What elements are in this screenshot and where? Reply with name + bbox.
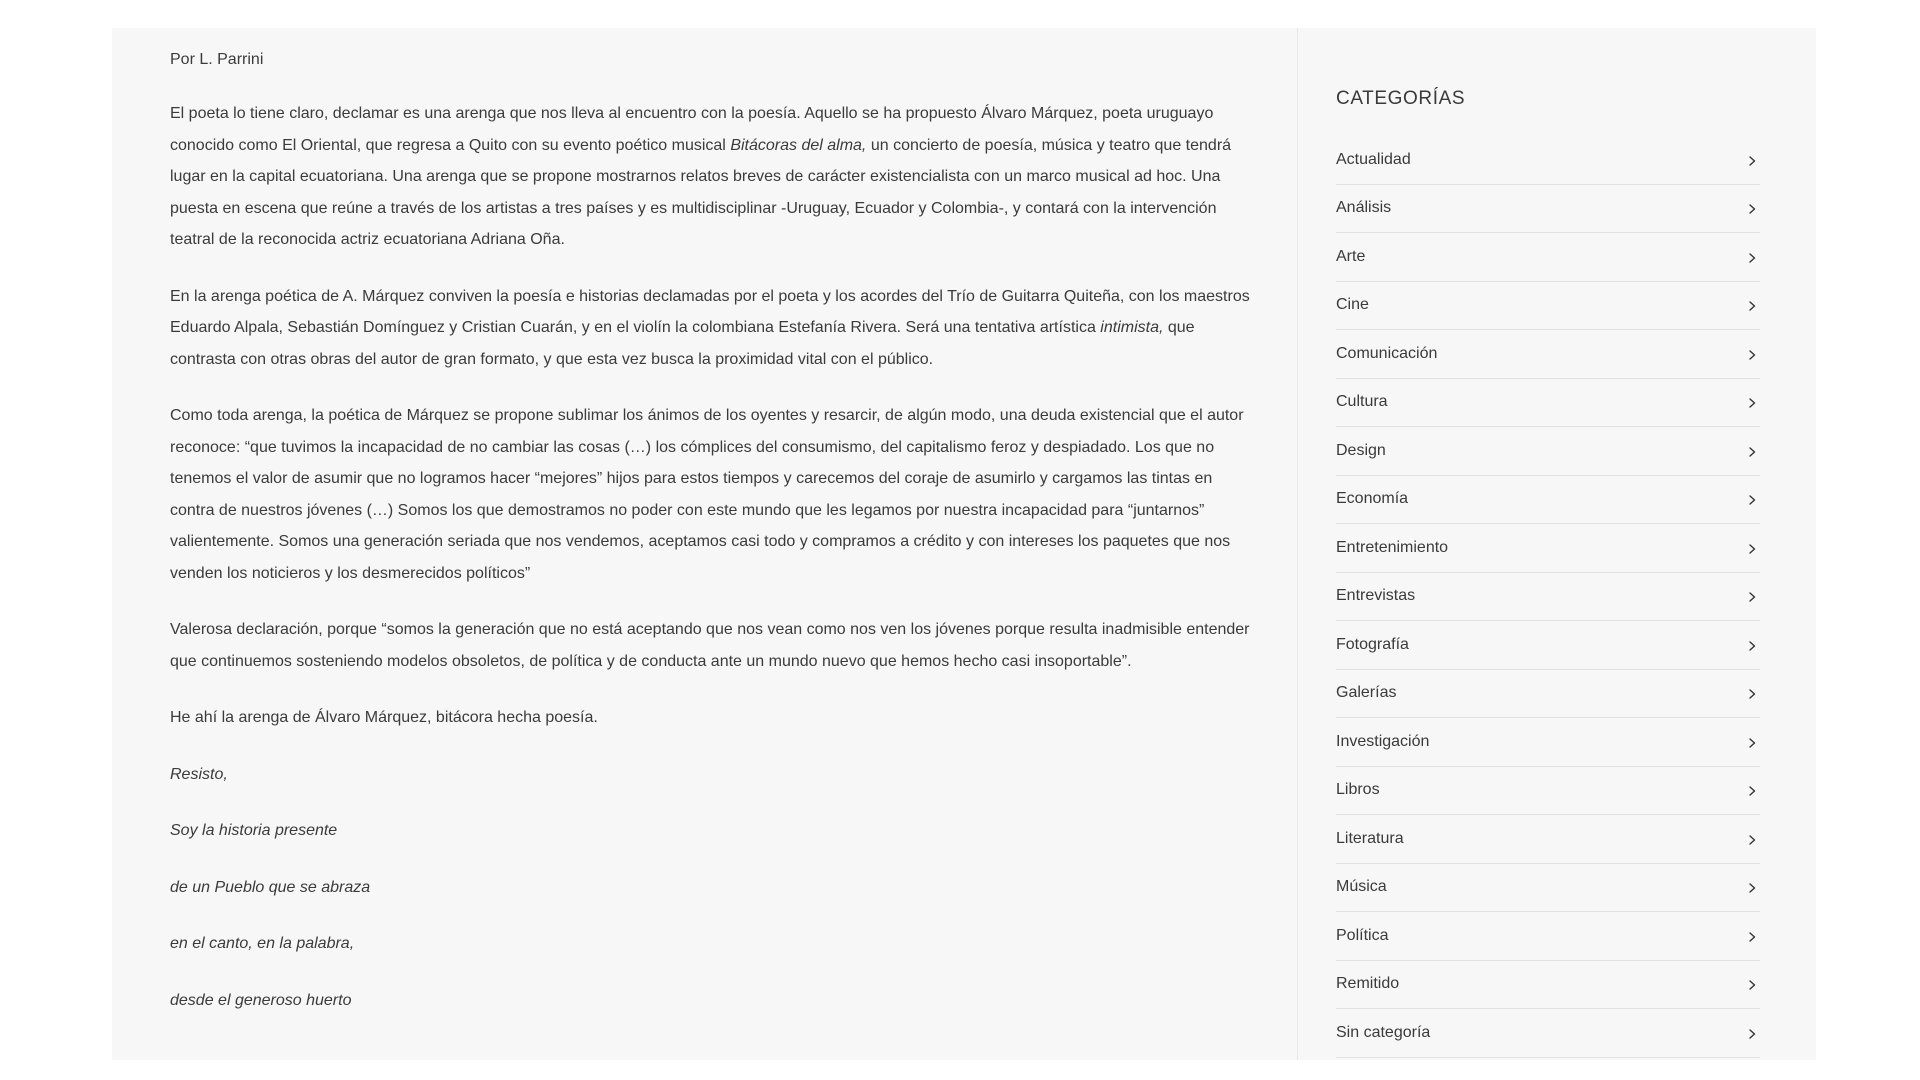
category-label: Arte <box>1336 247 1366 265</box>
sidebar <box>1298 28 1816 1060</box>
chevron-right-icon <box>1746 978 1758 990</box>
article-paragraph-5: He ahí la arenga de Álvaro Márquez, bitácora hecha poesía. <box>170 709 598 726</box>
chevron-right-icon <box>1746 833 1758 845</box>
poem-verse: en el canto, en la palabra, <box>170 935 355 952</box>
chevron-right-icon <box>1746 784 1758 796</box>
category-label: Análisis <box>1336 199 1392 217</box>
poem-verse: Resisto, <box>170 765 228 783</box>
chevron-right-icon <box>1746 542 1758 554</box>
chevron-right-icon <box>1746 299 1758 311</box>
chevron-right-icon <box>1746 930 1758 942</box>
article-paragraph-4: Valerosa declaración, porque “somos la generación que no está aceptando que nos vean como nos ven los jóvenes porque resulta inadmisible entender que continuemos sosteniendo modelos obsoletos, de política y de conducta ante un mundo nuevo que hemos hecho casi insoportable”. <box>170 621 1250 670</box>
chevron-right-icon <box>1746 202 1758 214</box>
category-link-fotografia[interactable] <box>1336 621 1760 670</box>
emphasis-italic: intimista, <box>1100 319 1164 336</box>
poem-verse: Soy la historia presente <box>170 822 338 839</box>
category-label: Cine <box>1336 296 1369 314</box>
category-label: Libros <box>1336 781 1380 799</box>
category-link-sin-categoria[interactable] <box>1336 1009 1760 1058</box>
page-container <box>112 28 1816 1060</box>
paragraph-text: que contrasta con otras obras del autor de gran formato, y que esta vez busca la proximidad vital con el público. <box>170 319 1195 368</box>
category-link-cultura[interactable] <box>1336 379 1760 428</box>
category-label: Comunicación <box>1336 344 1438 362</box>
category-label: Investigación <box>1336 732 1430 750</box>
category-link-remitido[interactable] <box>1336 961 1760 1010</box>
category-label: Fotografía <box>1336 635 1409 653</box>
chevron-right-icon <box>1746 687 1758 699</box>
categories-list <box>1336 136 1760 1058</box>
chevron-right-icon <box>1746 881 1758 893</box>
category-link-cine[interactable] <box>1336 282 1760 331</box>
article-paragraph-1 <box>170 98 1257 256</box>
category-label: Design <box>1336 441 1386 459</box>
work-title-italic: Bitácoras del alma, <box>730 136 867 154</box>
category-link-comunicacion[interactable] <box>1336 330 1760 379</box>
article-content <box>112 28 1298 1060</box>
category-link-investigacion[interactable] <box>1336 718 1760 767</box>
category-link-analisis[interactable] <box>1336 185 1760 234</box>
article-byline: Por L. Parrini <box>170 51 264 68</box>
chevron-right-icon <box>1746 639 1758 651</box>
category-label: Entrevistas <box>1336 587 1416 605</box>
chevron-right-icon <box>1746 348 1758 360</box>
category-link-literatura[interactable] <box>1336 815 1760 864</box>
paragraph-text: El poeta lo tiene claro, declamar es una arenga que nos lleva al encuentro con la poesía. Aquello se ha propuesto Álvaro Márquez, poeta uruguayo conocido como El Oriental, que regresa a Quito con su evento poético musical <box>170 105 1214 154</box>
category-link-musica[interactable] <box>1336 864 1760 913</box>
category-link-arte[interactable] <box>1336 233 1760 282</box>
category-link-economia[interactable] <box>1336 476 1760 525</box>
chevron-right-icon <box>1746 590 1758 602</box>
category-label: Cultura <box>1336 393 1388 411</box>
chevron-right-icon <box>1746 1027 1758 1039</box>
chevron-right-icon <box>1746 445 1758 457</box>
chevron-right-icon <box>1746 251 1758 263</box>
category-label: Sin categoría <box>1336 1023 1431 1041</box>
category-label: Política <box>1336 926 1389 944</box>
poem-verse: desde el generoso huerto <box>170 991 352 1009</box>
category-label: Remitido <box>1336 975 1400 993</box>
category-link-entrevistas[interactable] <box>1336 573 1760 622</box>
article-paragraph-3: Como toda arenga, la poética de Márquez se propone sublimar los ánimos de los oyentes y resarcir, de algún modo, una deuda existencial que el autor reconoce: “que tuvimos la incapacidad de no cambiar las cosas (…) los cómplices del consumismo, del capitalismo feroz y despiadado. Los que no tenemos el valor de asumir que no logramos hacer “mejores” hijos para estos tiempos y carecemos del coraje de asumirlo y cargamos las tintas en contra de nuestros jóvenes (…) Somos los que demostramos no poder con este mundo que les legamos por nuestra incapacidad para “juntarnos” valientemente. Somos una generación seriada que nos vendemos, aceptamos casi todo y compramos a crédito y con intereses los paquetes que nos venden los noticieros y los desmerecidos políticos” <box>170 407 1244 582</box>
category-link-galerias[interactable] <box>1336 670 1760 719</box>
category-label: Actualidad <box>1336 150 1411 168</box>
category-label: Música <box>1336 878 1387 896</box>
category-label: Entretenimiento <box>1336 538 1449 556</box>
paragraph-text: En la arenga poética de A. Márquez conviven la poesía e historias declamadas por el poeta y los acordes del Trío de Guitarra Quiteña, con los maestros Eduardo Alpala, Sebastián Domínguez y Cristian Cuarán, y en el violín la colombiana Estefanía Rivera. Será una tentativa artística <box>170 287 1250 336</box>
category-link-actualidad[interactable] <box>1336 136 1760 185</box>
chevron-right-icon <box>1746 396 1758 408</box>
category-link-politica[interactable] <box>1336 912 1760 961</box>
chevron-right-icon <box>1746 736 1758 748</box>
article-paragraph-2 <box>170 281 1257 376</box>
category-link-design[interactable] <box>1336 427 1760 476</box>
poem-verse: de un Pueblo que se abraza <box>170 878 371 896</box>
chevron-right-icon <box>1746 493 1758 505</box>
category-link-libros[interactable] <box>1336 767 1760 816</box>
chevron-right-icon <box>1746 154 1758 166</box>
category-label: Literatura <box>1336 829 1404 847</box>
category-link-entretenimiento[interactable] <box>1336 524 1760 573</box>
categories-title: CATEGORÍAS <box>1336 88 1466 109</box>
category-label: Economía <box>1336 490 1409 508</box>
paragraph-text: un concierto de poesía, música y teatro que tendrá lugar en la capital ecuatoriana. Una arenga que se propone mostrarnos relatos breves de carácter existencialista con un marco musical ad hoc. Una puesta en escena que reúne a través de los artistas a tres países y es multidisciplinar -Uruguay, Ecuador y Colombia-, y contará con la intervención teatral de la reconocida actriz ecuatoriana Adriana Oña. <box>170 136 1232 248</box>
category-label: Galerías <box>1336 684 1397 702</box>
